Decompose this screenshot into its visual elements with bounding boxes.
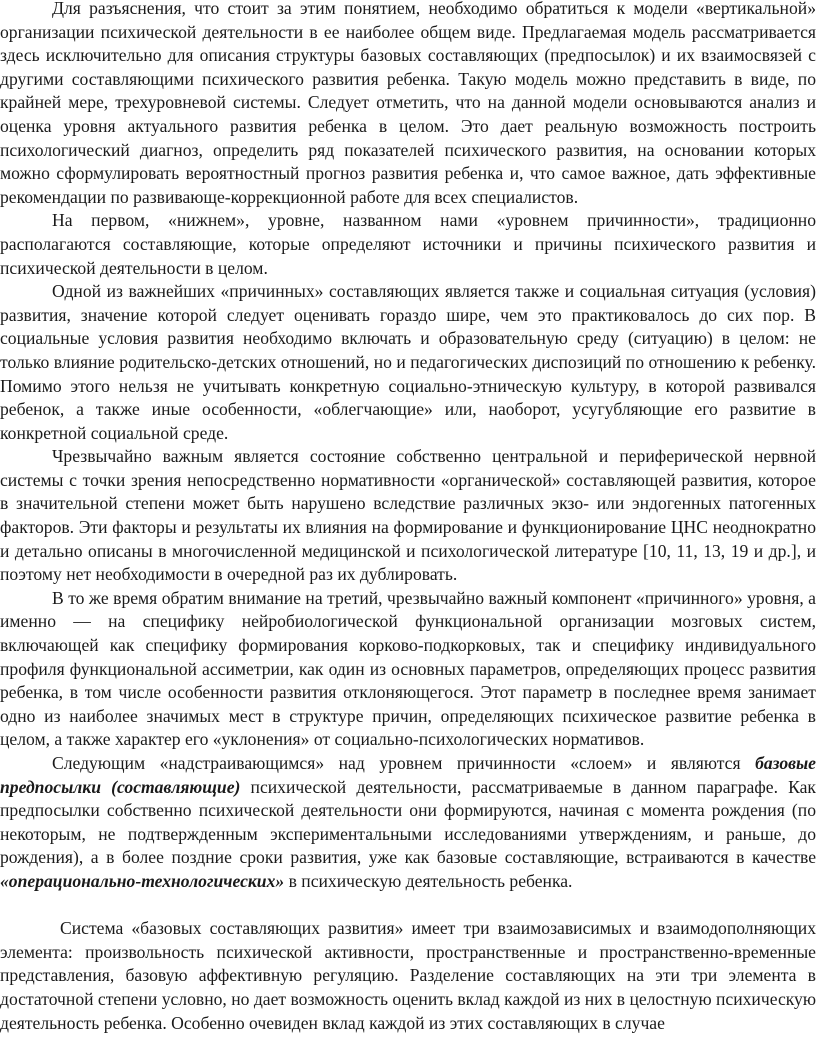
paragraph-text: В то же время обратим внимание на третий, чрезвычайно важный компонент «причинного» уровня, а именно — на специфику нейробиологической функциональной организации мозговых систем, включающей как специфику формирования корково-подкорковых, так и специфику индивидуального профиля функциональной ассиметрии, как один из основных параметров, определяющих процесс развития ребенка, в том числе особенности развития отклоняющегося. Этот параметр в последнее время занимает одно из наиболее значимых мест в структуре причин, определяющих психическое развитие ребенка в целом, а также характер его «уклонения» от социально-психологических нормативов.	[0, 587, 816, 750]
paragraph-text: психической деятельности, рассматриваемые в данном параграфе. Как предпосылки собственно психической деятельности они формируются, начиная с момента рождения (по некоторым, не подтвержденным экспериментальными исследованиями утверждениям, и раньше, до рождения), а в более поздние сроки развития, уже как базовые составляющие, встраиваются в качестве	[0, 776, 816, 868]
paragraph-system-components	[0, 917, 816, 1035]
paragraph-text: Одной из важнейших «причинных» составляющих является также и социальная ситуация (условия) развития, значение которой следует оценивать гораздо шире, чем это практиковалось до сих пор. В социальные условия развития необходимо включать и образовательную среду (ситуацию) в целом: не только влияние родительско-детских отношений, но и педагогических диспозиций по отношению к ребенку. Помимо этого нельзя не учитывать конкретную социально-этническую культуру, в которой развивался ребенок, а также иные особенности, «облегчающие» или, наоборот, усугубляющие его развитие в конкретной социальной среде.	[0, 281, 816, 443]
paragraph-text: Следующим «надстраивающимся» над уровнем причинности «слоем» и являются	[52, 753, 756, 773]
paragraph-causality-level	[0, 209, 816, 280]
paragraph-neurobiological-component	[0, 587, 816, 752]
emphasis-operational-technological: «операционально-технологических»	[0, 870, 285, 891]
paragraph-text: в психическую деятельность ребенка.	[284, 870, 573, 891]
paragraph-text: На первом, «нижнем», уровне, названном нами «уровнем причинности», традиционно располагаются составляющие, которые определяют источники и причины психического развития и психической деятельности в целом.	[0, 210, 816, 278]
emphasis-basic-prerequisites: базовые предпосылки (составляющие)	[0, 753, 816, 797]
paragraph-vertical-model	[0, 0, 816, 209]
paragraph-basic-prerequisites	[0, 752, 816, 894]
paragraph-text: Чрезвычайно важным является состояние собственно центральной и периферической нервной системы с точки зрения непосредственно нормативности «органической» составляющей развития, которое в значительной степени может быть нарушено вследствие различных экзо- или эндогенных патогенных факторов. Эти факторы и результаты их влияния на формирование и функционирование ЦНС неоднократно и детально описаны в многочисленной медицинской и психологической литературе [10, 11, 13, 19 и др.], и поэтому нет необходимости в очередной раз их дублировать.	[0, 446, 816, 585]
paragraph-social-situation	[0, 280, 816, 445]
paragraph-text: Для разъяснения, что стоит за этим понятием, необходимо обратиться к модели «вертикальной» организации психической деятельности в ее наиболее общем виде. Предлагаемая модель рассматривается здесь исключительно для описания структуры базовых составляющих (предпосылок) и их взаимосвязей с другими составляющими психического развития ребенка. Такую модель можно представить в виде, по крайней мере, трехуровневой системы. Следует отметить, что на данной модели основываются анализ и оценка уровня актуального развития ребенка в целом. Это дает реальную возможность построить психологический диагноз, определить ряд показателей психического развития, на основании которых можно сформулировать вероятностный прогноз развития ребенка и, что самое важное, дать эффективные рекомендации по развивающе-коррекционной работе для всех специалистов.	[0, 0, 816, 207]
paragraph-text: Система «базовых составляющих развития» имеет три взаимозависимых и взаимодополняющих элемента: произвольность психической активности, пространственные и пространственно-временные представления, базовую аффективную регуляцию. Разделение составляющих на эти три элемента в достаточной степени условно, но дает возможность оценить вклад каждой из них в целостную психическую деятельность ребенка. Особенно очевиден вклад каждой из этих составляющих в случае	[0, 918, 816, 1033]
paragraph-nervous-system	[0, 445, 816, 587]
